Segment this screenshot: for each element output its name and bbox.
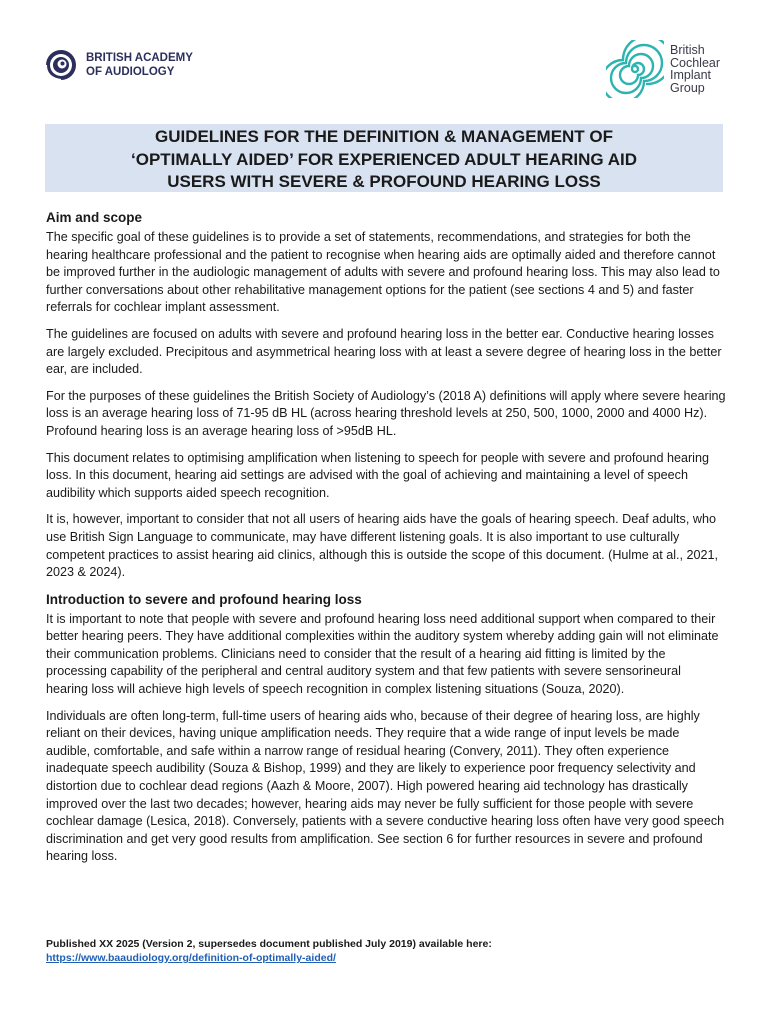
title-banner xyxy=(45,124,723,192)
aim-paragraph-2: The guidelines are focused on adults with severe and profound hearing loss in the better ear. Conductive hearing losses are largely excluded. Precipitous and asymmetrical hearing loss with at least a severe degree of hearing loss in the better ear, are included. xyxy=(46,326,722,377)
document-link[interactable]: https://www.baaudiology.org/definition-of-optimally-aided/ xyxy=(46,952,336,964)
bcig-logo-line4: Group xyxy=(670,80,705,95)
aim-paragraph-4: This document relates to optimising amplification when listening to speech for people with severe and profound hearing loss. In this document, hearing aid settings are advised with the goal of achieving and maintaining a level of speech audibility which supports aided speech recognition. xyxy=(46,450,709,500)
bcig-logo-line3: Implant xyxy=(670,68,711,82)
publication-footer xyxy=(46,937,492,965)
title-line-3: USERS WITH SEVERE & PROFOUND HEARING LOSS xyxy=(167,172,601,191)
published-note: Published XX 2025 (Version 2, supersedes document published July 2019) available here: xyxy=(46,938,492,950)
baa-logo-line1: BRITISH ACADEMY xyxy=(86,52,193,64)
intro-paragraph-1: It is important to note that people with severe and profound hearing loss need additional support when compared to their better hearing peers. They have additional complexities within the auditory system whereby adding gain will not eliminate their communication problems. Clinicians need to consider that the result of a hearing aid fitting is limited by the processing capability of the peripheral and central auditory system and that few patients with severe sensorineural hearing loss will achieve high levels of speech recognition in complex listening situations (Souza, 2020). xyxy=(46,611,719,697)
bcig-logo-line2: Cochlear xyxy=(670,55,721,70)
bcig-spiral-icon xyxy=(606,40,664,98)
aim-paragraph-5: It is, however, important to consider that not all users of hearing aids have the goals of hearing speech. Deaf adults, who use British Sign Language to communicate, may have different listening goals. It is also important to use culturally competent practices to assist hearing aid clinics, although this is outside the scope of this document. (Hulme at al., 2021, 2023 & 2024). xyxy=(46,512,719,580)
bcig-logo-line1: British xyxy=(670,43,705,57)
british-cochlear-implant-group-logo xyxy=(606,40,720,98)
aim-heading: Aim and scope xyxy=(46,210,143,225)
intro-heading: Introduction to severe and profound hearing loss xyxy=(46,591,362,607)
title-line-1: GUIDELINES FOR THE DEFINITION & MANAGEMENT OF xyxy=(154,127,614,146)
title-line-2: ‘OPTIMALLY AIDED’ FOR EXPERIENCED ADULT HEARING AID xyxy=(131,149,637,169)
aim-paragraph-3: For the purposes of these guidelines the British Society of Audiology’s (2018 A) definitions will apply where severe hearing loss is an average hearing loss of 71-95 dB HL (across hearing threshold levels at 250, 500, 1000, 2000 and 4000 Hz). Profound hearing loss is an average hearing loss of >95dB HL. xyxy=(46,388,726,438)
baa-swirl-icon xyxy=(44,48,78,82)
aim-paragraph-1: The specific goal of these guidelines is to provide a set of statements, recommendations, and strategies for both the hearing healthcare professional and the patient to recognise when hearing aids are optimally aided and therefore cannot be improved further in the audiologic management of adults with severe and profound hearing loss. This may also lead to further conversations about other rehabilitative management options for the patient (see sections 4 and 5) and faster referrals for cochlear implant assessment. xyxy=(46,230,720,315)
baa-logo-line2: OF AUDIOLOGY xyxy=(86,66,175,78)
intro-paragraph-2: Individuals are often long-term, full-time users of hearing aids who, because of their degree of hearing loss, are highly reliant on their devices, having unique amplification needs. They require that a wide range of input levels be made audible, comfortable, and safe within a narrow range of residual hearing (Convery, 2011). They often experience inadequate speech audibility (Souza & Bishop, 1999) and they are likely to experience poor frequency selectivity and distortion due to cochlear dead regions (Aazh & Moore, 2007). High powered hearing aid technology has drastically improved over the last two decades; however, hearing aids may never be fully sufficient for those people with severe cochlear damage (Lesica, 2018). Conversely, patients with a severe conductive hearing loss often have very good speech discrimination and get very good results from amplification. See section 6 for further resources in severe and profound hearing loss. xyxy=(46,708,725,864)
british-academy-of-audiology-logo xyxy=(44,48,193,82)
document-title xyxy=(45,124,723,194)
document-body xyxy=(46,209,726,875)
